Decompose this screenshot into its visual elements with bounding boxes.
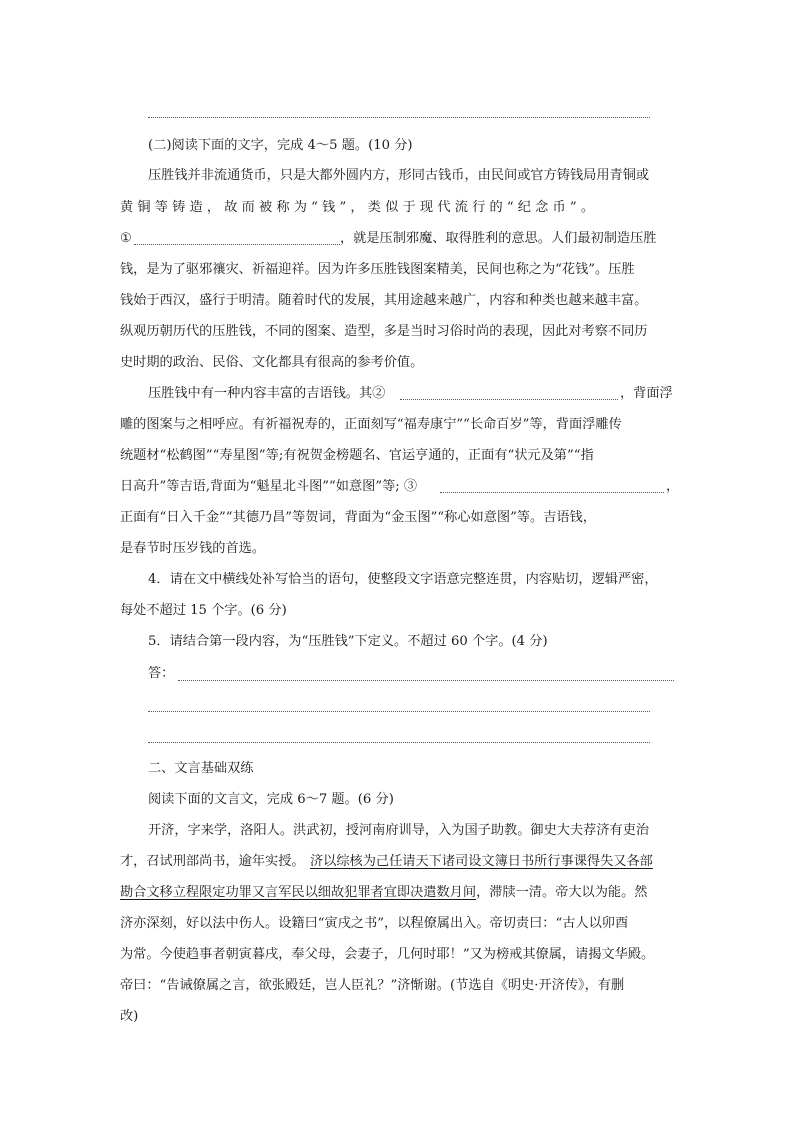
classical-line: 济亦深刻，好以法中伤人。设籍曰“寅戌之书”，以程僚属出入。帝切责曰：“古人以卯酉: [120, 916, 629, 931]
paragraph-line: ，就是压制邪魔、取得胜利的意思。人们最初制造压胜: [340, 231, 657, 246]
paragraph-line: 统题材“松鹤图”“寿星图”等;有祝贺金榜题名、官运亨通的，正面有“状元及第”“指: [120, 448, 594, 463]
classical-line: 开济，字来学，洛阳人。洪武初，授河南府训导，入为国子助教。御史大夫荐济有吏治: [148, 823, 650, 838]
blank-line-2: [400, 398, 618, 400]
underlined-sentence: 济以综核为己任请天下诸司设文簿日书所行事课得失又各部: [310, 854, 653, 869]
paragraph-line: 是春节时压岁钱的首选。: [120, 541, 266, 556]
paragraph-line: 压胜钱并非流通货币，只是大都外圆内方，形同古钱币，由民间或官方铸钱局用青铜或: [148, 168, 650, 183]
underlined-sentence: 勘合文移立程限定功罪又言军民以细故犯罪者宜即决遣数月间: [120, 885, 477, 900]
paragraph-line: 钱始于西汉，盛行于明清。随着时代的发展，其用途越来越广，内容和种类也越来越丰富。: [120, 293, 648, 308]
question-4: 4．请在文中横线处补写恰当的语句，使整段文字语意完整连贯，内容贴切，逻辑严密，: [148, 572, 658, 587]
question-4-cont: 每处不超过 15 个字。(6 分): [120, 603, 287, 618]
answer-label: 答：: [148, 666, 175, 681]
paragraph-line: 雕的图案与之相呼应。有祈福祝寿的，正面刻写“福寿康宁”“长命百岁”等，背面浮雕传: [120, 417, 622, 432]
classical-line: 改): [120, 1009, 139, 1024]
paragraph-line: 黄 铜 等 铸 造 ， 故 而 被 称 为 “ 钱 ” ， 类 似 于 现 代 流 行 的 “ 纪 念 币 ” 。: [120, 200, 595, 215]
paragraph-line: 钱，是为了驱邪禳灾、祈福迎祥。因为许多压胜钱图案精美，民间也称之为“花钱”。压胜: [120, 262, 635, 277]
blank-line-1: [134, 243, 340, 245]
paragraph-line-end: ，背面浮: [620, 386, 673, 401]
paragraph-line: 压胜钱中有一种内容丰富的吉语钱。其②: [148, 386, 386, 401]
blank-marker: ①: [120, 231, 132, 246]
paragraph-line: 纵观历朝历代的压胜钱，不同的图案、造型，多是当时习俗时尚的表现，因此对考察不同历: [120, 324, 648, 339]
paragraph-line: 史时期的政治、民俗、文化都具有很高的参考价值。: [120, 355, 424, 370]
section-heading: 二、文言基础双练: [148, 761, 254, 776]
answer-line-3[interactable]: [148, 741, 650, 743]
paragraph-line: 正面有“日入千金”“其德乃昌”等贺词，背面为“金玉图”“称心如意图”等。吉语钱，: [120, 510, 596, 525]
classical-line: 才，召试刑部尚书，逾年实授。: [120, 854, 305, 869]
section-intro: 阅读下面的文言文，完成 6～7 题。(6 分): [148, 792, 394, 807]
answer-line-2[interactable]: [148, 710, 650, 712]
classical-line-end: ，滞牍一清。帝大以为能。然: [476, 885, 648, 900]
blank-line-3: [440, 491, 664, 493]
classical-line: [120, 885, 648, 901]
section-heading: (二)阅读下面的文字，完成 4～5 题。(10 分): [148, 138, 413, 153]
top-answer-line: [148, 116, 650, 118]
answer-line-1[interactable]: [178, 679, 674, 681]
paragraph-line: 日高升”等吉语,背面为“魁星北斗图”“如意图”等; ③: [120, 479, 418, 494]
classical-line: 帝曰：“告诫僚属之言，欲张殿廷，岂人臣礼？”济惭谢。(节选自《明史·开济传》，有删: [120, 978, 625, 993]
classical-line: 为常。今使趋事者朝寅暮戌，奉父母，会妻子，几何时耶！”又为榜戒其僚属，请揭文华殿。: [120, 947, 655, 962]
question-5: 5．请结合第一段内容，为“压胜钱”下定义。不超过 60 个字。(4 分): [148, 634, 548, 649]
paragraph-line-end: ，: [666, 479, 680, 494]
